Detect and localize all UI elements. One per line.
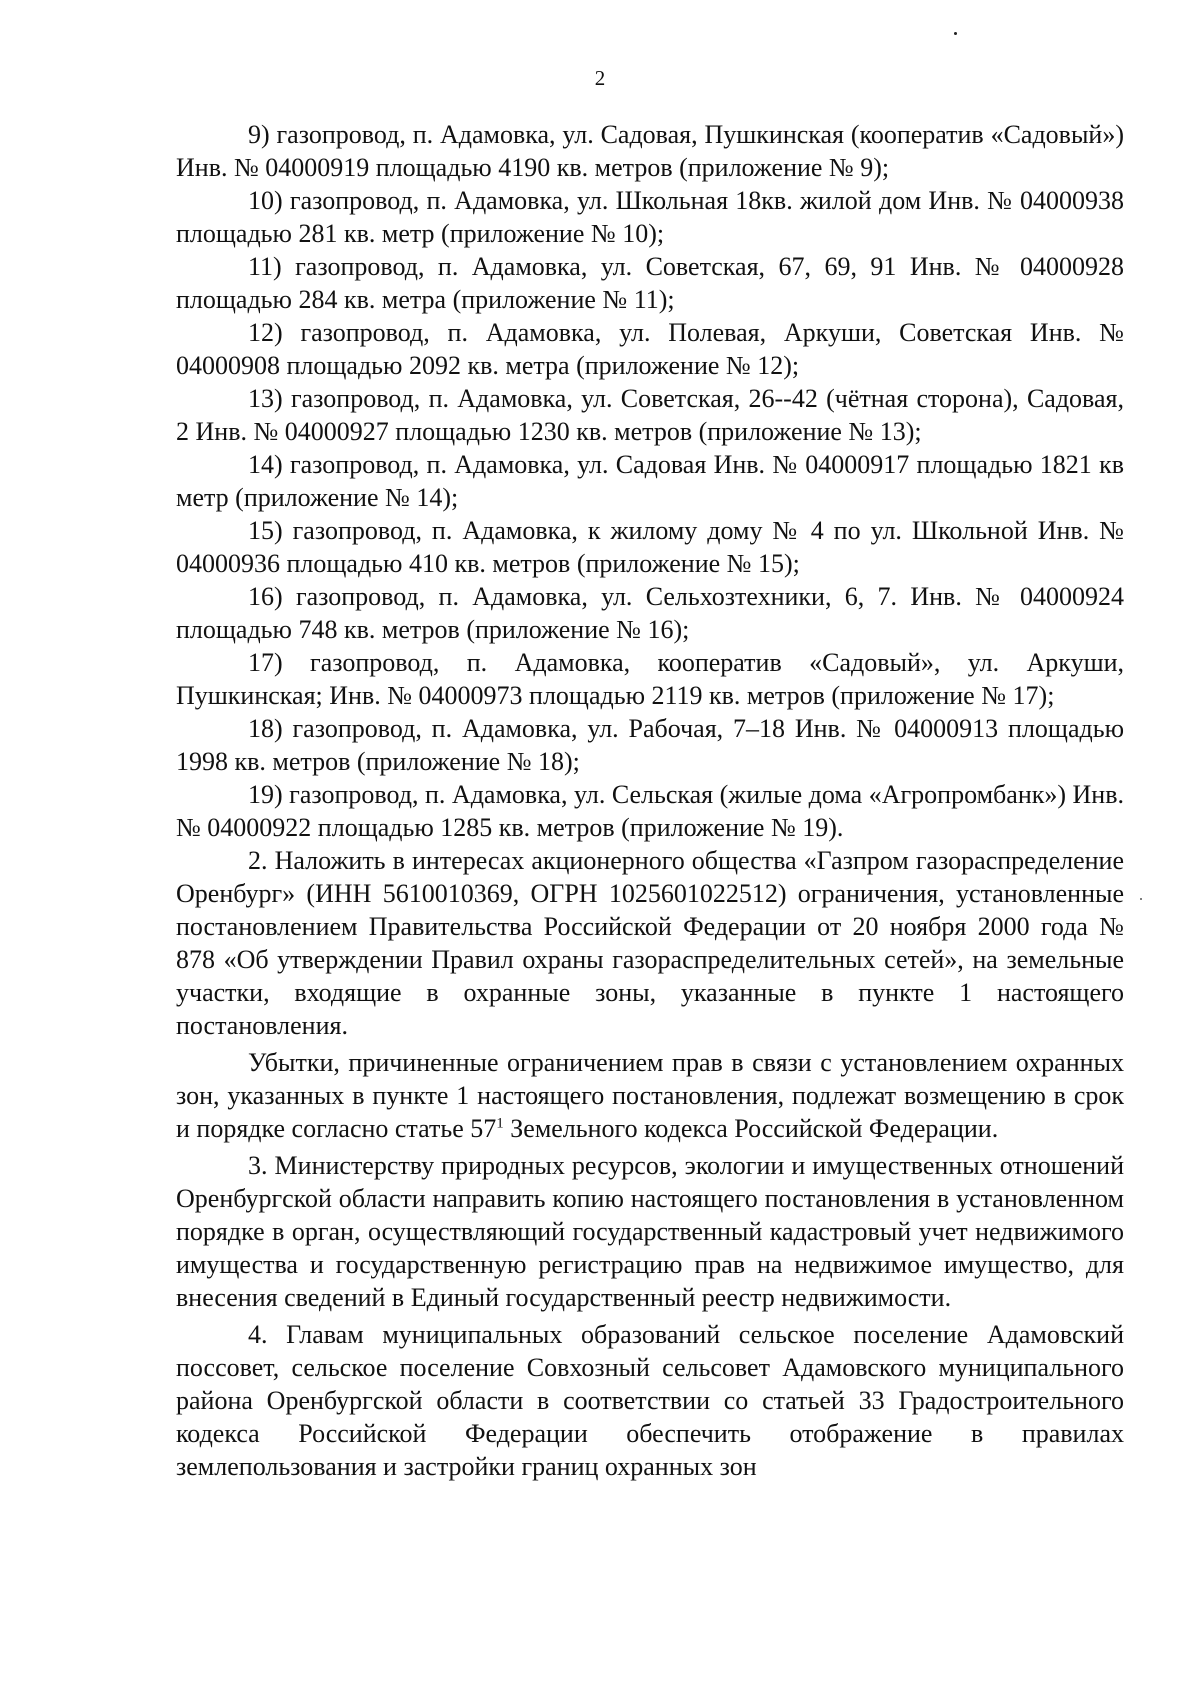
- clause-2-paragraph: 2. Наложить в интересах акционерного общества «Газпром газораспределение Оренбург» (ИНН 5610010369, ОГРН 1025601022512) ограничения, установленные постановлением Правительства Российской Федерации от 20 ноября 2000 года № 878 «Об утверждении Правил охраны газораспределительных сетей», на земельные участки, входящие в охранные зоны, указанные в пункте 1 настоящего постановления.: [176, 846, 1124, 1040]
- list-item: 17) газопровод, п. Адамовка, кооператив «Садовый», ул. Аркуши, Пушкинская; Инв. № 04000973 площадью 2119 кв. метров (приложение № 17);: [176, 648, 1124, 710]
- losses-text: Убытки, причиненные ограничением прав в связи с установлением охранных зон, указанных в пункте 1 настоящего постановления, подлежат возмещению в срок и порядке согласно статье 57: [176, 1048, 1124, 1143]
- losses-text-end: Земельного кодекса Российской Федерации.: [503, 1114, 999, 1143]
- document-body: [176, 118, 1124, 1483]
- scan-speck: [954, 32, 957, 35]
- list-item: 9) газопровод, п. Адамовка, ул. Садовая, Пушкинская (кооператив «Садовый») Инв. № 04000919 площадью 4190 кв. метров (приложение № 9);: [176, 120, 1124, 182]
- list-item: 13) газопровод, п. Адамовка, ул. Советская, 26--42 (чётная сторона), Садовая, 2 Инв. № 04000927 площадью 1230 кв. метров (приложение № 13);: [176, 384, 1124, 446]
- list-item: 15) газопровод, п. Адамовка, к жилому дому № 4 по ул. Школьной Инв. № 04000936 площадью 410 кв. метров (приложение № 15);: [176, 516, 1124, 578]
- list-item: 16) газопровод, п. Адамовка, ул. Сельхозтехники, 6, 7. Инв. № 04000924 площадью 748 кв. метров (приложение № 16);: [176, 582, 1124, 644]
- clause-3-paragraph: 3. Министерству природных ресурсов, экологии и имущественных отношений Оренбургской области направить копию настоящего постановления в установленном порядке в орган, осуществляющий государственный кадастровый учет недвижимого имущества и государственную регистрацию прав на недвижимое имущество, для внесения сведений в Единый государственный реестр недвижимости.: [176, 1151, 1124, 1312]
- list-item: 18) газопровод, п. Адамовка, ул. Рабочая, 7–18 Инв. № 04000913 площадью 1998 кв. метров (приложение № 18);: [176, 714, 1124, 776]
- list-item: 19) газопровод, п. Адамовка, ул. Сельская (жилые дома «Агропромбанк») Инв. № 04000922 площадью 1285 кв. метров (приложение № 19).: [176, 780, 1124, 842]
- clause-4-paragraph: 4. Главам муниципальных образований сельское поселение Адамовский поссовет, сельское поселение Совхозный сельсовет Адамовского муниципального района Оренбургской области в соответствии со статьей 33 Градостроительного кодекса Российской Федерации обеспечить отображение в правилах землепользования и застройки границ охранных зон: [176, 1320, 1124, 1481]
- scan-speck: [1140, 898, 1142, 900]
- list-item: 10) газопровод, п. Адамовка, ул. Школьная 18кв. жилой дом Инв. № 04000938 площадью 281 кв. метр (приложение № 10);: [176, 186, 1124, 248]
- page-number: 2: [594, 66, 606, 90]
- losses-paragraph: [176, 1046, 1124, 1145]
- list-item: 12) газопровод, п. Адамовка, ул. Полевая, Аркуши, Советская Инв. № 04000908 площадью 2092 кв. метра (приложение № 12);: [176, 318, 1124, 380]
- list-item: 11) газопровод, п. Адамовка, ул. Советская, 67, 69, 91 Инв. № 04000928 площадью 284 кв. метра (приложение № 11);: [176, 252, 1124, 314]
- list-item: 14) газопровод, п. Адамовка, ул. Садовая Инв. № 04000917 площадью 1821 кв метр (приложение № 14);: [176, 450, 1124, 512]
- article-superscript: 1: [496, 1115, 504, 1132]
